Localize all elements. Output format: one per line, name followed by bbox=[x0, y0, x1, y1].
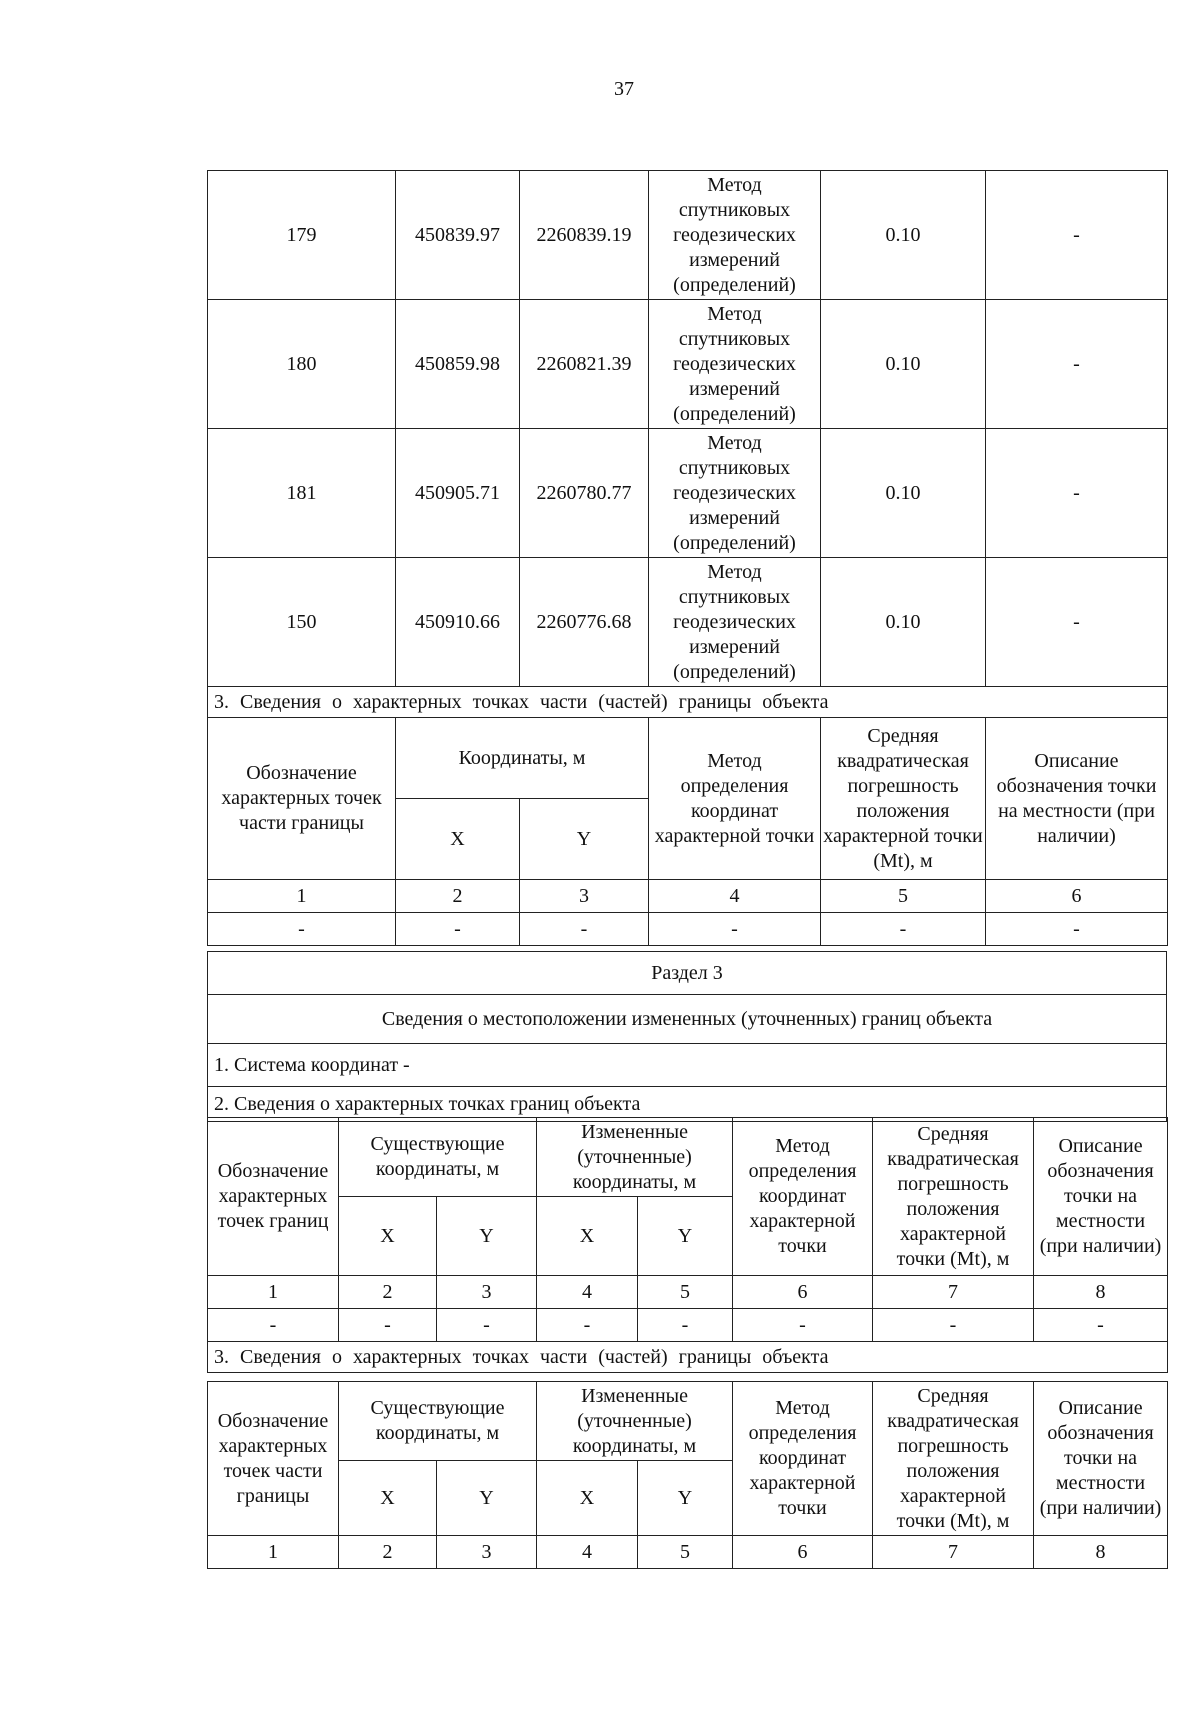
cell: 6 bbox=[733, 1536, 873, 1569]
section2-points-table bbox=[207, 170, 1167, 946]
cell-y: 2260776.68 bbox=[520, 558, 649, 687]
cell: 8 bbox=[1034, 1536, 1168, 1569]
cell: 3 bbox=[437, 1276, 537, 1309]
cell-description: - bbox=[986, 300, 1168, 429]
empty-data-row bbox=[208, 913, 1168, 946]
cell-point: 181 bbox=[208, 429, 396, 558]
cell: 2 bbox=[339, 1536, 437, 1569]
cell-y: 2260821.39 bbox=[520, 300, 649, 429]
cell: - bbox=[208, 1309, 339, 1342]
cell: 1 bbox=[208, 880, 396, 913]
cell: - bbox=[821, 913, 986, 946]
cell-point: 179 bbox=[208, 171, 396, 300]
cell-method: Метод спутниковых геодезических измерений (определений) bbox=[649, 558, 821, 687]
header-accuracy: Средняя квадратическая погрешность положения характерной точки (Mt), м bbox=[873, 1118, 1034, 1276]
header-existing-x: X bbox=[339, 1197, 437, 1276]
cell: - bbox=[437, 1309, 537, 1342]
header-changed: Измененные (уточненные) координаты, м bbox=[537, 1382, 733, 1461]
cell-x: 450839.97 bbox=[396, 171, 520, 300]
cell: - bbox=[537, 1309, 638, 1342]
header-x: X bbox=[396, 799, 520, 880]
cell-x: 450910.66 bbox=[396, 558, 520, 687]
cell: - bbox=[208, 913, 396, 946]
section3-part3-table bbox=[207, 1381, 1167, 1569]
point-row bbox=[208, 300, 1168, 429]
cell-accuracy: 0.10 bbox=[821, 429, 986, 558]
cell: - bbox=[873, 1309, 1034, 1342]
header-existing: Существующие координаты, м bbox=[339, 1118, 537, 1197]
page-number: 37 bbox=[614, 78, 634, 100]
empty-data-row bbox=[208, 1309, 1168, 1342]
cell-method: Метод спутниковых геодезических измерений (определений) bbox=[649, 171, 821, 300]
cell: - bbox=[1034, 1309, 1168, 1342]
cell: 6 bbox=[986, 880, 1168, 913]
cell: 5 bbox=[638, 1536, 733, 1569]
cell: - bbox=[520, 913, 649, 946]
header-description: Описание обозначения точки на местности (при наличии) bbox=[1034, 1382, 1168, 1536]
coord-system: 1. Система координат - bbox=[208, 1044, 1167, 1087]
header-description: Описание обозначения точки на местности (при наличии) bbox=[1034, 1118, 1168, 1276]
cell: 7 bbox=[873, 1276, 1034, 1309]
cell: - bbox=[396, 913, 520, 946]
cell-x: 450905.71 bbox=[396, 429, 520, 558]
cell: 1 bbox=[208, 1536, 339, 1569]
cell-method: Метод спутниковых геодезических измерений (определений) bbox=[649, 300, 821, 429]
cell: 2 bbox=[339, 1276, 437, 1309]
cell: - bbox=[986, 913, 1168, 946]
cell: - bbox=[733, 1309, 873, 1342]
point-row bbox=[208, 429, 1168, 558]
header-existing-x: X bbox=[339, 1461, 437, 1536]
cell: 7 bbox=[873, 1536, 1034, 1569]
cell: 4 bbox=[537, 1276, 638, 1309]
cell-y: 2260780.77 bbox=[520, 429, 649, 558]
point-row bbox=[208, 171, 1168, 300]
cell-method: Метод спутниковых геодезических измерений (определений) bbox=[649, 429, 821, 558]
point-row bbox=[208, 558, 1168, 687]
cell: 3 bbox=[437, 1536, 537, 1569]
cell: 4 bbox=[537, 1536, 638, 1569]
cell: 5 bbox=[821, 880, 986, 913]
cell: 8 bbox=[1034, 1276, 1168, 1309]
section3-heading-table bbox=[207, 951, 1167, 1122]
section3-subtitle: Сведения о местоположении измененных (уточненных) границ объекта bbox=[208, 995, 1167, 1044]
column-numbers-row bbox=[208, 1276, 1168, 1309]
header-designation: Обозначение характерных точек части границы bbox=[208, 1382, 339, 1536]
cell: - bbox=[638, 1309, 733, 1342]
header-changed-y: Y bbox=[638, 1197, 733, 1276]
cell: 2 bbox=[396, 880, 520, 913]
cell-accuracy: 0.10 bbox=[821, 300, 986, 429]
header-existing-y: Y bbox=[437, 1197, 537, 1276]
cell-description: - bbox=[986, 171, 1168, 300]
header-designation: Обозначение характерных точек части границы bbox=[208, 718, 396, 880]
header-existing: Существующие координаты, м bbox=[339, 1382, 537, 1461]
cell-accuracy: 0.10 bbox=[821, 171, 986, 300]
section3-heading: Раздел 3 bbox=[208, 952, 1167, 995]
header-accuracy: Средняя квадратическая погрешность положения характерной точки (Mt), м bbox=[873, 1382, 1034, 1536]
cell-accuracy: 0.10 bbox=[821, 558, 986, 687]
cell-point: 150 bbox=[208, 558, 396, 687]
cell-point: 180 bbox=[208, 300, 396, 429]
column-numbers-row bbox=[208, 880, 1168, 913]
header-changed: Измененные (уточненные) координаты, м bbox=[537, 1118, 733, 1197]
header-y: Y bbox=[520, 799, 649, 880]
header-designation: Обозначение характерных точек границ bbox=[208, 1118, 339, 1276]
cell: - bbox=[649, 913, 821, 946]
column-numbers-row bbox=[208, 1536, 1168, 1569]
cell-y: 2260839.19 bbox=[520, 171, 649, 300]
cell-x: 450859.98 bbox=[396, 300, 520, 429]
cell: - bbox=[339, 1309, 437, 1342]
header-changed-y: Y bbox=[638, 1461, 733, 1536]
header-method: Метод определения координат характерной точки bbox=[733, 1118, 873, 1276]
cell: 5 bbox=[638, 1276, 733, 1309]
cell: 1 bbox=[208, 1276, 339, 1309]
header-method: Метод определения координат характерной точки bbox=[733, 1382, 873, 1536]
header-method: Метод определения координат характерной точки bbox=[649, 718, 821, 880]
header-changed-x: X bbox=[537, 1461, 638, 1536]
part3-title: 3. Сведения о характерных точках части (частей) границы объекта bbox=[208, 687, 1168, 718]
section3-part2-table bbox=[207, 1117, 1167, 1373]
header-coordinates: Координаты, м bbox=[396, 718, 649, 799]
cell-description: - bbox=[986, 429, 1168, 558]
cell-description: - bbox=[986, 558, 1168, 687]
section3-part2-title: 2. Сведения о характерных точках границ объекта bbox=[208, 1087, 1167, 1122]
header-accuracy: Средняя квадратическая погрешность положения характерной точки (Mt), м bbox=[821, 718, 986, 880]
section3-part3-title: 3. Сведения о характерных точках части (частей) границы объекта bbox=[208, 1342, 1168, 1373]
header-existing-y: Y bbox=[437, 1461, 537, 1536]
cell: 3 bbox=[520, 880, 649, 913]
header-changed-x: X bbox=[537, 1197, 638, 1276]
cell: 4 bbox=[649, 880, 821, 913]
header-description: Описание обозначения точки на местности (при наличии) bbox=[986, 718, 1168, 880]
cell: 6 bbox=[733, 1276, 873, 1309]
